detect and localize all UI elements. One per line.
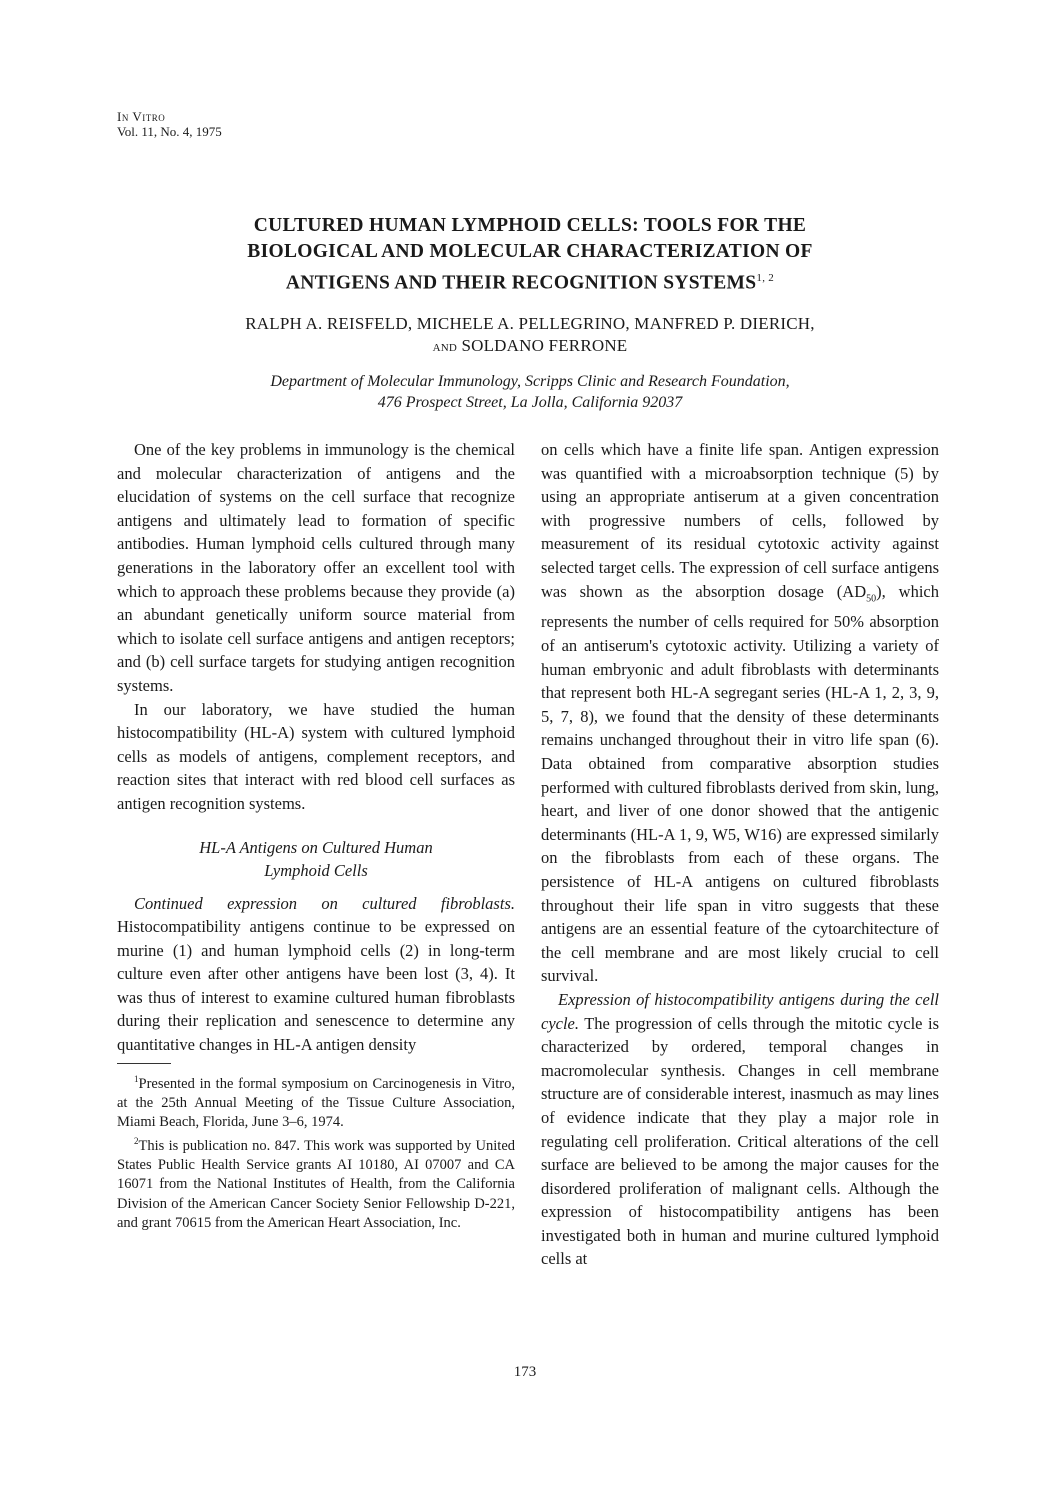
footnote-1: $^1$Presented in the formal symposium on Carcinogenesis in Vitro, at the 25th Annual Meeting of the Tissue Culture Association, Miami Beach, Florida, June 3–6, 1974. bbox=[117, 1073, 515, 1130]
runin-heading: Expression of histocompatibility antigens during the cell cycle. bbox=[541, 989, 939, 1033]
authors-line-1: RALPH A. REISFELD, MICHELE A. PELLEGRINO, MANFRED P. DIERICH, bbox=[245, 314, 815, 333]
footnote-2: $^2$This is publication no. 847. This work was supported by United States Public Health Service grants AI 10180, AI 07007 and CA 16071 from the National Institutes of Health, from the California Division of the American Cancer Society Senior Fellowship D-221, and grant 70615 from the American Heart Association, Inc. bbox=[117, 1136, 515, 1231]
journal-header bbox=[117, 109, 222, 139]
title-line-1: CULTURED HUMAN LYMPHOID CELLS: TOOLS FOR THE bbox=[253, 215, 807, 236]
journal-name: In Vitro bbox=[117, 109, 166, 124]
article-title bbox=[150, 213, 910, 297]
section-heading: HL-A Antigens on Cultured Human Lymphoid Cells bbox=[199, 837, 433, 880]
cell-cycle-paragraph: Expression of histocompatibility antigens during the cell cycle. The progression of cells through the mitotic cycle is characterized by ordered, temporal changes in macromolecular synthesis. Changes in cell membrane structure are of considerable interest, inasmuch as may lines of evidence indicate that they play a major role in regulating cell proliferation. Critical alterations of the cell surface are believed to be among the major causes for the disordered proliferation of malignant cells. Although the expression of histocompatibility antigens has been investigated both in human and murine cultured lymphoid cells at bbox=[541, 989, 939, 1269]
affiliation bbox=[150, 371, 910, 413]
affiliation-line-1: Department of Molecular Immunology, Scripps Clinic and Research Foundation, bbox=[270, 373, 790, 390]
intro-paragraph-1: One of the key problems in immunology is the chemical and molecular characterization of antigens and the elucidation of systems on the cell surface that recognize antigens and ultimately lead to formation of specific antibodies. Human lymphoid cells cultured through many generations in the laboratory offer an excellent tool with which to approach these problems because they provide (a) an abundant genetically uniform source material from which to isolate cell surface antigens and antigen receptors; and (b) cell surface targets for studying antigen recognition systems. bbox=[117, 440, 515, 695]
title-line-3: ANTIGENS AND THEIR RECOGNITION SYSTEMS$^{1, 2}$ bbox=[285, 272, 775, 294]
title-footnote-marks: 1, 2 bbox=[756, 272, 775, 284]
affiliation-line-2: 476 Prospect Street, La Jolla, California 92037 bbox=[377, 394, 683, 411]
footnotes bbox=[117, 1070, 515, 1233]
footnote-divider bbox=[117, 1063, 171, 1064]
authors-line-2: and SOLDANO FERRONE bbox=[432, 336, 628, 355]
title-line-2: BIOLOGICAL AND MOLECULAR CHARACTERIZATION OF bbox=[247, 241, 813, 262]
runin-heading: Continued expression on cultured fibroblasts. bbox=[134, 893, 515, 913]
journal-volume: Vol. 11, No. 4, 1975 bbox=[117, 124, 222, 139]
fibroblast-paragraph: Continued expression on cultured fibroblasts. Histocompatibility antigens continue to be expressed on murine (1) and human lymphoid cells (2) in long-term culture even after other antigens have been lost (3, 4). It was thus of interest to examine cultured human fibroblasts during their replication and senescence to determine any quantitative changes in HL-A antigen density bbox=[117, 893, 515, 1055]
left-column bbox=[117, 438, 515, 1233]
right-column bbox=[541, 438, 939, 1271]
intro-paragraph-2: In our laboratory, we have studied the human histocompatibility (HL-A) system with cultured lymphoid cells as models of antigens, complement receptors, and reaction sites that interact with red blood cell surfaces as antigen recognition systems. bbox=[117, 699, 515, 813]
page-number: 173 bbox=[513, 1364, 537, 1380]
absorption-paragraph: on cells which have a finite life span. Antigen expression was quantified with a microabsorption technique (5) by using an appropriate antiserum at a given concentration with progressive numbers of cells, followed by measurement of its residual cytotoxic activity against selected target cells. The expression of cell surface antigens was shown as the absorption dosage $(AD_{50})$, which represents the number of cells required for 50% absorption of an antiserum's cytotoxic activity. Utilizing a variety of human embryonic and adult fibroblasts with determinants that represent both HL-A segregant series (HL-A 1, 2, 3, 9, 5, 7, 8), we found that the density of these determinants remains unchanged throughout their in vitro life span (6). Data obtained from comparative absorption studies performed with cultured fibroblasts derived from skin, lung, heart, and liver of one donor showed that the antigenic determinants (HL-A 1, 9, W5, W16) are expressed similarly on the fibroblasts from each of these organs. The persistence of HL-A antigens on cultured fibroblasts throughout their life span in vitro suggests that these antigens are an essential feature of the cytoarchitecture of the cell membrane and are most likely crucial to cell survival. bbox=[541, 440, 939, 986]
author-list bbox=[150, 313, 910, 358]
